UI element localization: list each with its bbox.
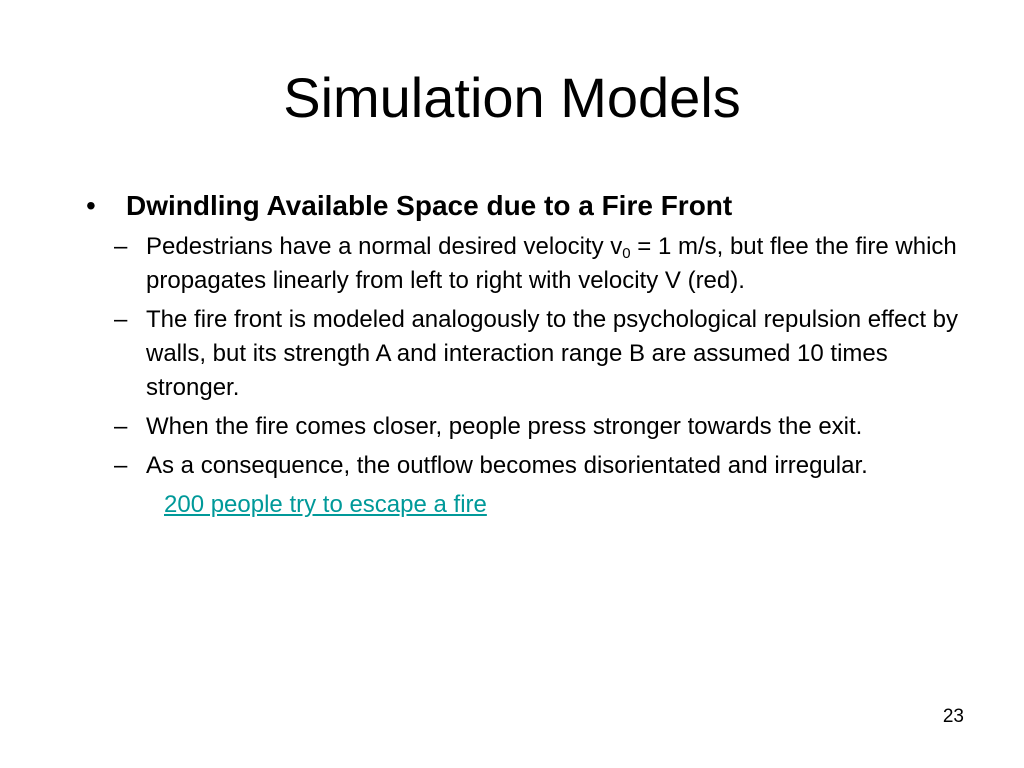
page-number: 23 [942, 706, 964, 727]
slide-content [86, 186, 976, 522]
subbullet-item [114, 410, 976, 444]
subbullet-text [146, 230, 976, 298]
dash-marker: – [114, 452, 128, 479]
bullet-marker: • [86, 190, 96, 221]
bullet-item [86, 186, 976, 226]
bullet-heading: Dwindling Available Space due to a Fire Front [126, 190, 733, 221]
video-link[interactable]: 200 people try to escape a fire [164, 491, 487, 518]
subbullet-text-part: = 1 m/s, but flee the fire which propagates linearly from left to right with velocity V (red). [146, 233, 957, 294]
subbullet-item [114, 230, 976, 298]
velocity-subscript: 0 [622, 245, 631, 262]
subbullet-item [114, 303, 976, 405]
dash-marker: – [114, 233, 128, 260]
dash-marker: – [114, 306, 128, 333]
subbullet-list [86, 230, 976, 522]
dash-marker: – [114, 413, 128, 440]
subbullet-item [114, 449, 976, 483]
link-row [114, 488, 976, 522]
subbullet-text-part: Pedestrians have a normal desired velocity v [146, 233, 623, 260]
subbullet-text: The fire front is modeled analogously to the psychological repulsion effect by walls, but its strength A and interaction range B are assumed 10 times stronger. [146, 306, 959, 401]
slide-title: Simulation Models [283, 66, 741, 129]
subbullet-text: When the fire comes closer, people press stronger towards the exit. [146, 413, 863, 440]
subbullet-text: As a consequence, the outflow becomes disorientated and irregular. [146, 452, 868, 479]
